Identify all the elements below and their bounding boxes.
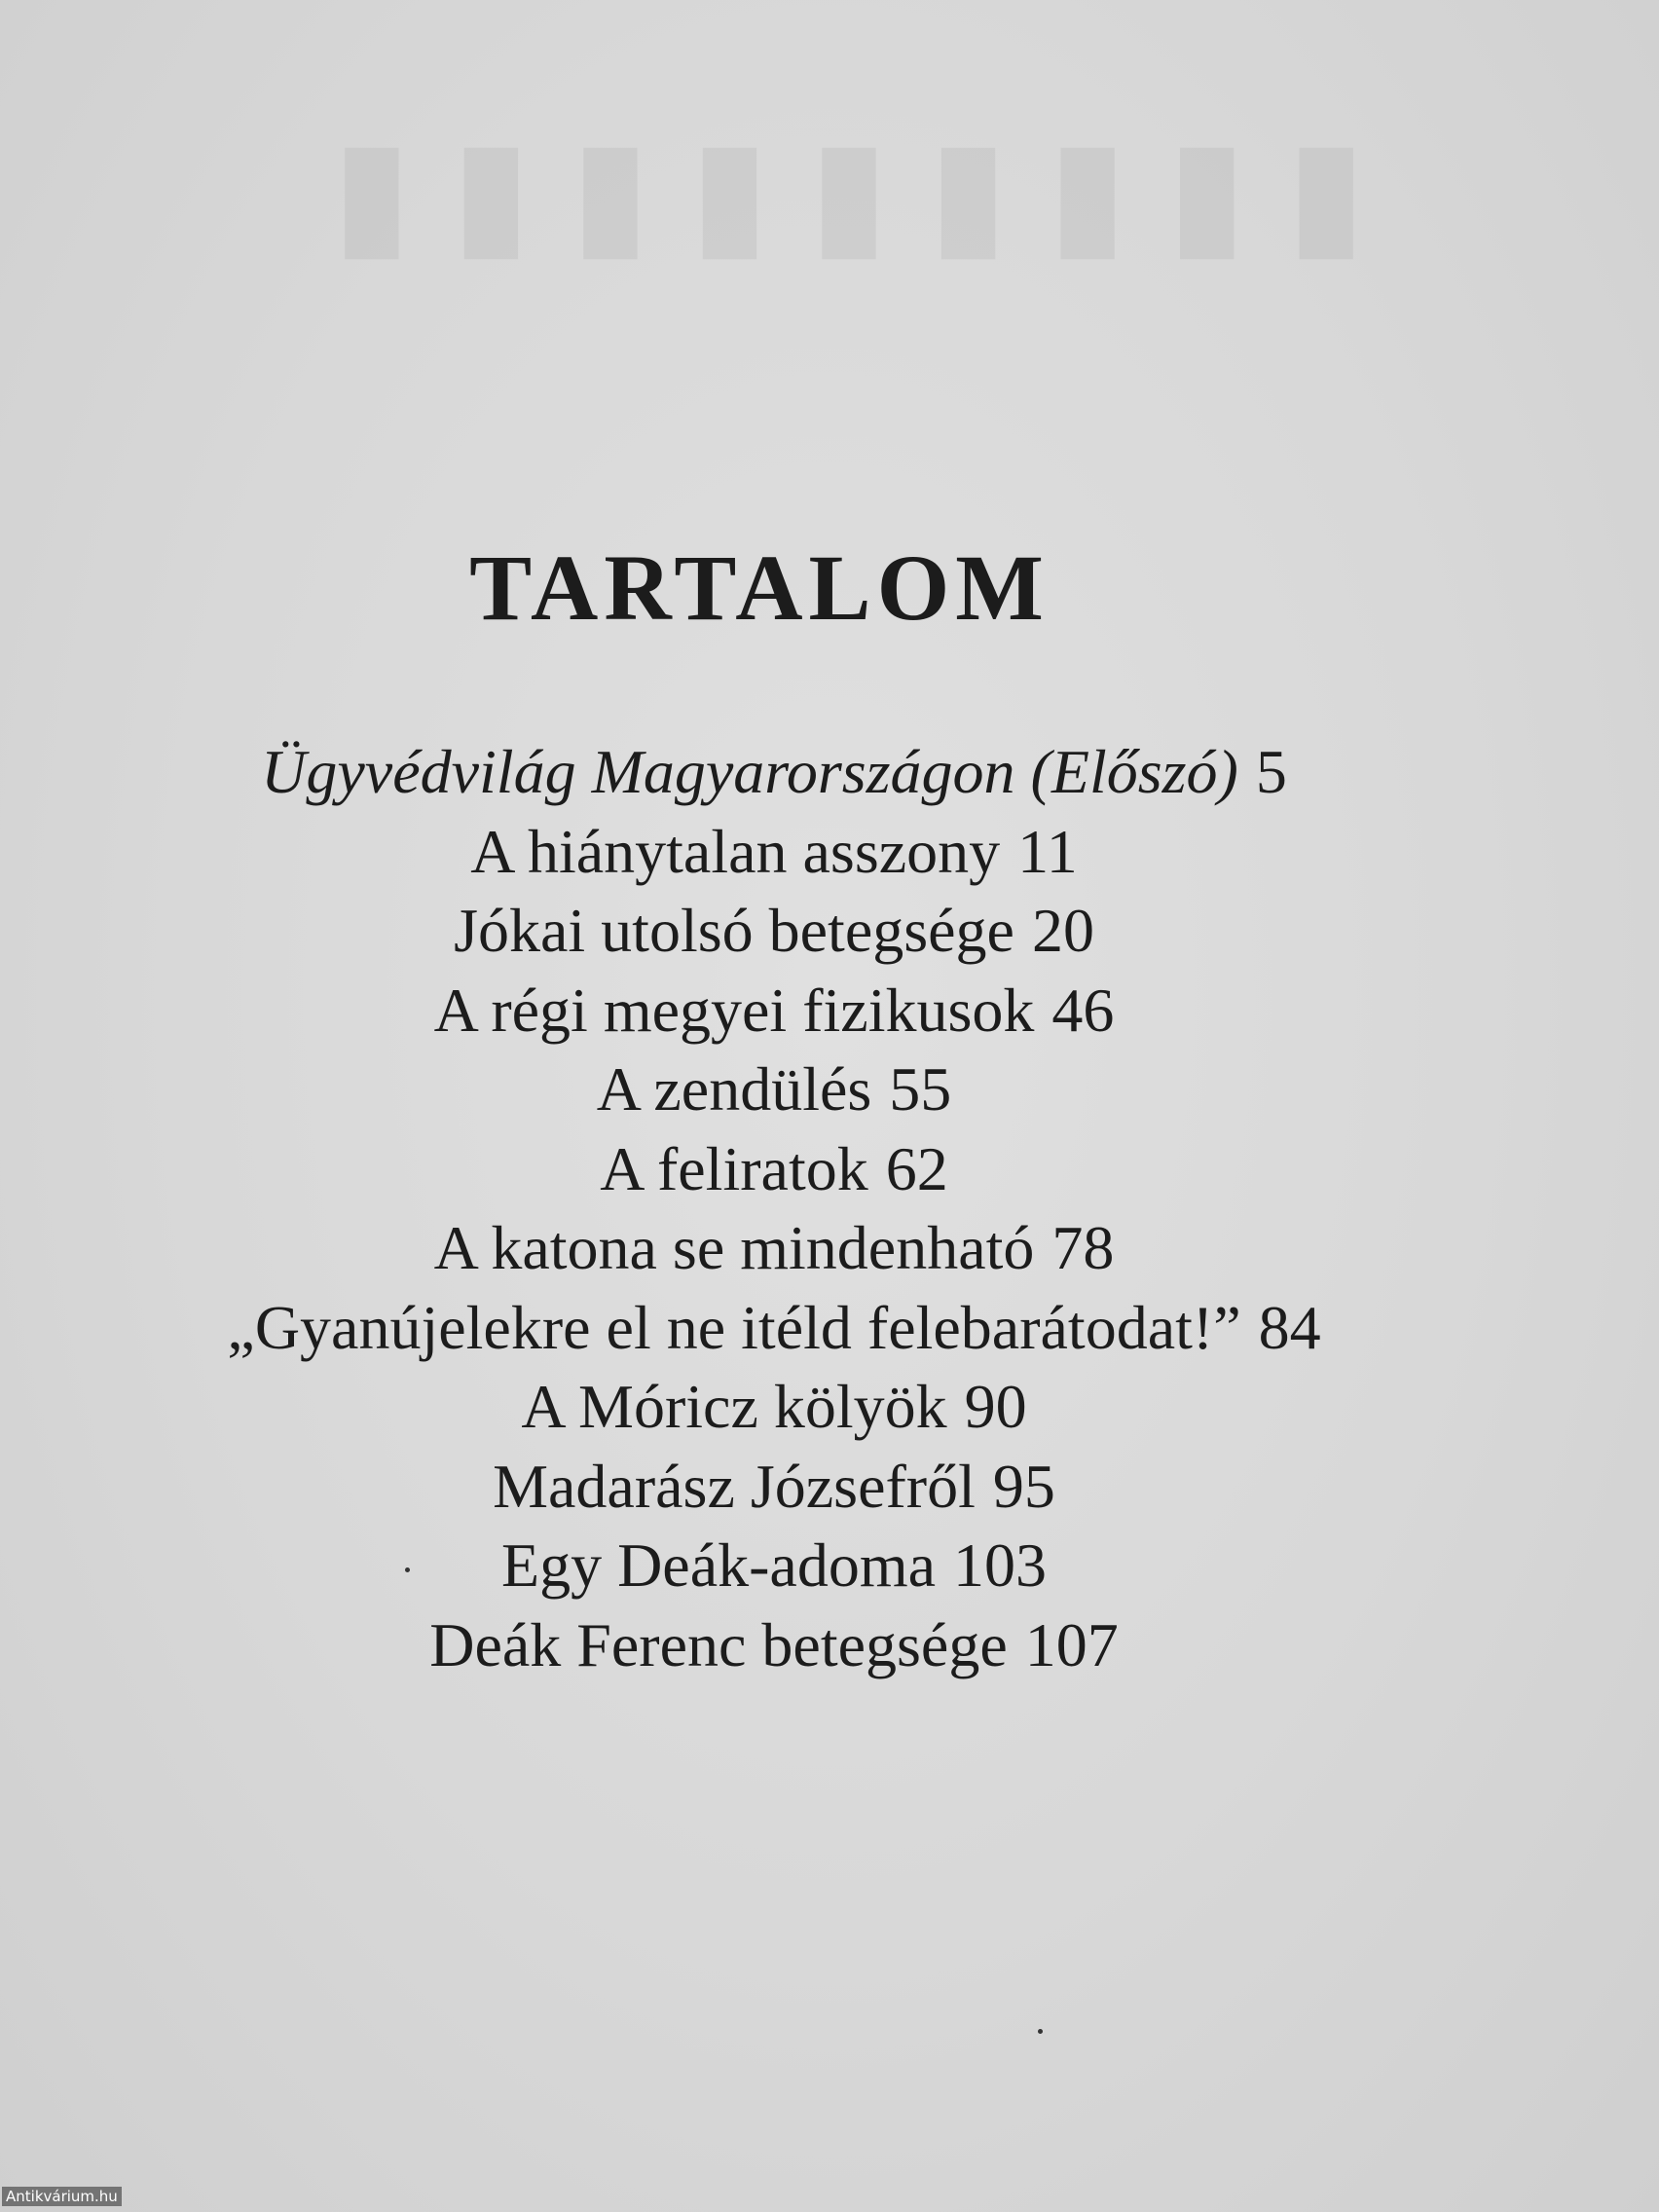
toc-entry-title: A Móricz kölyök: [521, 1372, 947, 1441]
toc-entry-title: Egy Deák-adoma: [500, 1530, 937, 1600]
toc-entry-page: 20: [1031, 896, 1094, 965]
toc-entry-title: A hiánytalan asszony: [470, 816, 1001, 886]
toc-entry-title: A katona se mindenható: [433, 1213, 1035, 1282]
toc-entry-page: 55: [889, 1054, 952, 1124]
toc-entry: [0, 891, 1548, 971]
toc-entry-page: 5: [1255, 737, 1287, 806]
paper-speck: [405, 1567, 410, 1572]
toc-entry-page: 90: [964, 1372, 1027, 1441]
toc-entry-page: 46: [1051, 975, 1115, 1045]
toc-entry: [0, 1447, 1548, 1527]
toc-entry-page: 62: [885, 1133, 948, 1203]
toc-entry-title: A régi megyei fizikusok: [433, 975, 1035, 1045]
toc-entry-title: Jókai utolsó betegsége: [454, 896, 1014, 965]
toc-entry: [0, 812, 1548, 892]
toc-entry: [0, 1367, 1548, 1447]
toc-entry-title: Deák Ferenc betegsége: [429, 1609, 1008, 1679]
toc-entry: [0, 732, 1548, 812]
toc-entry: [0, 971, 1548, 1051]
toc-entry: [0, 1208, 1548, 1288]
toc-entry-page: 95: [992, 1451, 1055, 1521]
toc-entry-page: 78: [1051, 1213, 1115, 1282]
toc-entry-title: Madarász Józsefről: [493, 1451, 976, 1521]
toc-entry: [0, 1605, 1548, 1685]
paper-speck: [1038, 2029, 1043, 2034]
toc-entry-title: A feliratok: [600, 1133, 868, 1203]
toc-entry-title: Ügyvédvilág Magyarországon (Előszó): [261, 737, 1238, 806]
toc-entry: [0, 1050, 1548, 1129]
toc-entry-page: 107: [1024, 1609, 1119, 1679]
toc-entry: [0, 1129, 1548, 1209]
toc-entry: [0, 1288, 1548, 1368]
bleed-through-pattern: ▮▮▮▮▮▮▮▮▮: [292, 109, 1367, 273]
page-title: TARTALOM: [469, 535, 1050, 641]
toc-entry: [0, 1526, 1548, 1605]
toc-entry-title: A zendülés: [596, 1054, 872, 1124]
toc-entry-page: 84: [1258, 1292, 1321, 1362]
toc-entry-title: „Gyanújelekre el ne itéld felebarátodat!”: [227, 1292, 1241, 1362]
watermark: Antikvárium.hu: [2, 2187, 122, 2206]
toc-entry-page: 103: [953, 1530, 1048, 1600]
toc-entry-page: 11: [1017, 816, 1078, 886]
table-of-contents: [0, 732, 1548, 1684]
